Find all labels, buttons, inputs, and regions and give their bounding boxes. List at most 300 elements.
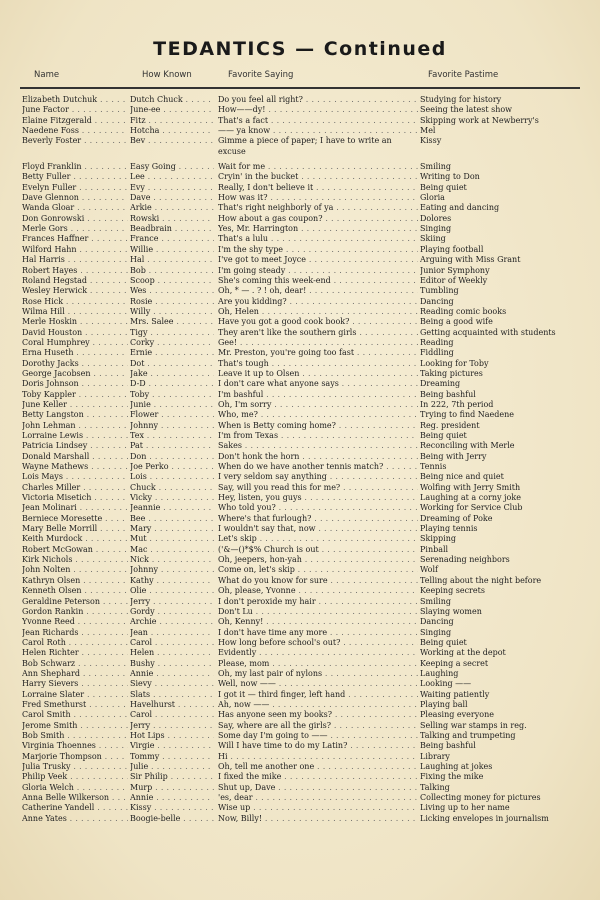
header-favorite-saying: Favorite Saying: [228, 70, 294, 80]
student-saying: Do you feel all right? . . .: [218, 95, 418, 105]
student-nickname: Bee . . .: [130, 514, 214, 524]
table-row: [0, 462, 600, 472]
table-row: [0, 369, 600, 379]
student-name: Kenneth Olsen . . .: [22, 586, 128, 596]
student-saying: Wise up . . .: [218, 803, 418, 813]
student-pastime: Junior Symphony: [420, 265, 490, 275]
student-nickname: Annie . . .: [130, 793, 214, 803]
table-row: [0, 307, 600, 317]
student-saying: How——dy! . . .: [218, 105, 418, 115]
student-saying: —— ya know . . .: [218, 126, 418, 136]
student-nickname: Jean . . .: [130, 628, 214, 638]
student-nickname: Jerry . . .: [130, 721, 214, 731]
student-pastime: Reading comic books: [420, 306, 507, 316]
student-saying: Really, I don't believe it . . .: [218, 183, 418, 193]
student-saying: I'm from Texas . . .: [218, 431, 418, 441]
student-name: Dave Glennon . . .: [22, 193, 128, 203]
student-nickname: Pat . . .: [130, 441, 214, 451]
student-nickname: Ernie . . .: [130, 348, 214, 358]
student-pastime: Waiting patiently: [420, 689, 490, 699]
student-name: Catherine Yandell . . .: [22, 803, 128, 813]
student-name: Wayne Mathews . . .: [22, 462, 128, 472]
student-nickname: Scoop . . .: [130, 276, 214, 286]
student-name: Robert Hayes . . .: [22, 266, 128, 276]
student-saying: Who told you? . . .: [218, 503, 418, 513]
student-pastime: Gloria: [420, 193, 445, 203]
student-saying: Come on, let's skip . . .: [218, 565, 418, 575]
student-name: Gloria Welch . . .: [22, 783, 128, 793]
table-row: [0, 276, 600, 286]
student-saying: Let's skip . . .: [218, 534, 418, 544]
table-row: [0, 183, 600, 193]
student-name: Wilma Hill . . .: [22, 307, 128, 317]
student-name: Berniece Moresette . . .: [22, 514, 128, 524]
student-nickname: Hotcha . . .: [130, 126, 214, 136]
table-row: [0, 172, 600, 182]
student-pastime: Tumbling: [420, 286, 459, 296]
student-name: Carol Smith . . .: [22, 710, 128, 720]
student-nickname: Corky . . .: [130, 338, 214, 348]
student-nickname: Joe Perko . . .: [130, 462, 214, 472]
header-rule: [20, 87, 580, 89]
student-nickname: Tex . . .: [130, 431, 214, 441]
student-saying: Sakes . . .: [218, 441, 418, 451]
student-saying: Oh, tell me another one . . .: [218, 762, 418, 772]
table-row: [0, 234, 600, 244]
column-headers: [0, 70, 600, 84]
table-row: [0, 245, 600, 255]
student-saying: I got it — third finger, left hand . . .: [218, 690, 418, 700]
student-name: Geraldine Peterson . . .: [22, 597, 128, 607]
table-row: [0, 565, 600, 575]
student-name: Roland Hegstad . . .: [22, 276, 128, 286]
student-pastime: Arguing with Miss Grant: [420, 255, 521, 265]
table-row: [0, 162, 600, 172]
table-row: [0, 555, 600, 565]
student-nickname: Annie . . .: [130, 669, 214, 679]
table-row: [0, 607, 600, 617]
table-row: [0, 266, 600, 276]
student-saying: Well, now —— . . .: [218, 679, 418, 689]
table-row: [0, 105, 600, 115]
student-pastime: Skipping work at Newberry's: [420, 115, 539, 125]
student-saying: Has anyone seen my books? . . .: [218, 710, 418, 720]
student-name: Coral Humphrey . . .: [22, 338, 128, 348]
table-row: [0, 431, 600, 441]
student-saying: Are you kidding? . . .: [218, 297, 418, 307]
table-row: [0, 410, 600, 420]
student-pastime: Keeping a secret: [420, 658, 489, 668]
table-row: [0, 214, 600, 224]
student-nickname: Kathy . . .: [130, 576, 214, 586]
table-row: [0, 731, 600, 741]
student-pastime: Being bashful: [420, 389, 476, 399]
student-pastime: Being quiet: [420, 431, 467, 440]
student-pastime: Smiling: [420, 162, 452, 172]
student-saying: Will I have time to do my Latin? . . .: [218, 741, 418, 751]
table-row: [0, 710, 600, 720]
student-name: Wesley Herwick . . .: [22, 286, 128, 296]
student-saying: Have you got a good cook book? . . .: [218, 317, 418, 327]
student-pastime: Being nice and quiet: [420, 472, 504, 482]
table-row: [0, 690, 600, 700]
student-saying: Oh, jeepers, hon-yah . . .: [218, 555, 418, 565]
student-name: Jean Richards . . .: [22, 628, 128, 638]
student-nickname: Sievy . . .: [130, 679, 214, 689]
student-pastime: Smiling: [420, 596, 452, 606]
student-pastime: Taking pictures: [420, 368, 483, 378]
student-pastime: Working for Service Club: [420, 503, 523, 513]
table-row: [0, 348, 600, 358]
student-pastime: Wolfing with Jerry Smith: [420, 482, 521, 492]
student-pastime: Studying for history: [420, 95, 502, 104]
student-name: Hal Harris . . .: [22, 255, 128, 265]
student-nickname: Evy . . .: [130, 183, 214, 193]
student-nickname: Carol . . .: [130, 638, 214, 648]
student-nickname: Murp . . .: [130, 783, 214, 793]
table-row: [0, 793, 600, 803]
student-pastime: Keeping secrets: [420, 586, 485, 596]
student-saying: That's right neighborly of ya . . .: [218, 203, 418, 213]
student-pastime: Skiing: [420, 234, 446, 244]
student-nickname: Mac . . .: [130, 545, 214, 555]
student-saying: Oh, my last pair of nylons . . .: [218, 669, 418, 679]
student-nickname: Olie . . .: [130, 586, 214, 596]
student-name: Merle Gors . . .: [22, 224, 128, 234]
student-pastime: Looking for Toby: [420, 358, 489, 368]
student-name: June Keller . . .: [22, 400, 128, 410]
student-pastime: Laughing: [420, 668, 459, 678]
student-name: Betty Langston . . .: [22, 410, 128, 420]
table-row: [0, 503, 600, 513]
student-name: David Houston . . .: [22, 328, 128, 338]
table-row: [0, 255, 600, 265]
student-pastime: Playing tennis: [420, 524, 478, 534]
student-name: Keith Murdock . . .: [22, 534, 128, 544]
student-saying: Oh, Helen . . .: [218, 307, 418, 317]
student-nickname: Bushy . . .: [130, 659, 214, 669]
student-nickname: Willie . . .: [130, 245, 214, 255]
student-nickname: Boogie-belle . . .: [130, 814, 214, 824]
student-nickname: Arkie . . .: [130, 203, 214, 213]
table-row: [0, 524, 600, 534]
student-name: Yvonne Reed . . .: [22, 617, 128, 627]
student-name: Don Gonrowski . . .: [22, 214, 128, 224]
student-saying: Yes, Mr. Harrington . . .: [218, 224, 418, 234]
table-row: [0, 597, 600, 607]
student-name: Anne Yates . . .: [22, 814, 128, 824]
student-name: Doris Johnson . . .: [22, 379, 128, 389]
student-name: Lorraine Slater . . .: [22, 690, 128, 700]
table-row: [0, 116, 600, 126]
student-name: Virginia Thoennes . . .: [22, 741, 128, 751]
student-saying: ('&—()*$% Church is out . . .: [218, 545, 418, 555]
student-nickname: Sir Philip . . .: [130, 772, 214, 782]
student-pastime: Mel: [420, 126, 436, 136]
student-saying: I don't care what anyone says . . .: [218, 379, 418, 389]
student-name: Elaine Fitzgerald . . .: [22, 116, 128, 126]
student-saying: That's a lulu . . .: [218, 234, 418, 244]
student-nickname: Virgie . . .: [130, 741, 214, 751]
student-pastime: Collecting money for pictures: [420, 793, 541, 803]
student-saying: Gimme a piece of paper; I have to write an excuse: [218, 136, 392, 156]
student-pastime: Licking envelopes in journalism: [420, 813, 549, 823]
student-name: Donald Marshall . . .: [22, 452, 128, 462]
student-pastime: Being quiet: [420, 637, 467, 647]
student-name: Marjorie Thompson . . .: [22, 752, 128, 762]
student-name: Gordon Rankin . . .: [22, 607, 128, 617]
student-name: Helen Richter . . .: [22, 648, 128, 658]
student-pastime: Dreaming of Poke: [420, 513, 493, 523]
student-name: Fred Smethurst . . .: [22, 700, 128, 710]
student-pastime: Wolf: [420, 565, 439, 575]
student-saying: That's a fact . . .: [218, 116, 418, 126]
student-saying: When is Betty coming home? . . .: [218, 421, 418, 431]
student-saying: Where's that furlough? . . .: [218, 514, 418, 524]
student-nickname: Lois . . .: [130, 472, 214, 482]
student-nickname: Lee . . .: [130, 172, 214, 182]
student-name: Jerome Smith . . .: [22, 721, 128, 731]
student-nickname: Dot . . .: [130, 359, 214, 369]
student-pastime: Singing: [420, 224, 452, 234]
table-row: [0, 317, 600, 327]
student-name: Robert McGowan . . .: [22, 545, 128, 555]
table-row: [0, 783, 600, 793]
student-pastime: Reconciling with Merle: [420, 441, 515, 451]
student-saying: Don't Lu . . .: [218, 607, 418, 617]
student-nickname: Havelhurst . . .: [130, 700, 214, 710]
student-pastime: Getting acquainted with students: [420, 327, 556, 337]
student-name: Toby Kappler . . .: [22, 390, 128, 400]
student-pastime: In 222, 7th period: [420, 399, 494, 409]
table-row: [0, 136, 600, 157]
student-pastime: Being a good wife: [420, 317, 493, 327]
student-pastime: Working at the depot: [420, 648, 506, 658]
table-row: [0, 338, 600, 348]
table-row: [0, 762, 600, 772]
table-row: [0, 95, 600, 105]
student-nickname: Helen . . .: [130, 648, 214, 658]
student-name: Floyd Franklin . . .: [22, 162, 128, 172]
student-pastime: Library: [420, 751, 450, 761]
student-saying: I'm the shy type . . .: [218, 245, 418, 255]
student-saying: How was it? . . .: [218, 193, 418, 203]
student-saying: Hey, listen, you guys . . .: [218, 493, 418, 503]
student-saying: Oh, * — . ? ! oh, dear! . . .: [218, 286, 418, 296]
student-name: Rose Hick . . .: [22, 297, 128, 307]
student-pastime: Dolores: [420, 213, 452, 223]
student-nickname: June-ee . . .: [130, 105, 214, 115]
table-row: [0, 493, 600, 503]
student-pastime: Laughing at jokes: [420, 762, 493, 771]
student-pastime: Talking: [420, 782, 450, 792]
student-name: Jean Molinari . . .: [22, 503, 128, 513]
student-pastime: Fixing the mike: [420, 772, 484, 782]
student-saying: I fixed the mike . . .: [218, 772, 418, 782]
student-pastime: Telling about the night before: [420, 575, 542, 585]
student-nickname: Junie . . .: [130, 400, 214, 410]
table-row: [0, 669, 600, 679]
table-row: [0, 452, 600, 462]
table-row: [0, 741, 600, 751]
student-nickname: Jake . . .: [130, 369, 214, 379]
table-row: [0, 126, 600, 136]
student-nickname: D-D . . .: [130, 379, 214, 389]
student-nickname: Nick . . .: [130, 555, 214, 565]
student-nickname: Slats . . .: [130, 690, 214, 700]
student-name: Mary Belle Morrill . . .: [22, 524, 128, 534]
table-row: [0, 803, 600, 813]
student-pastime: Trying to find Naedene: [420, 410, 515, 420]
header-how-known: How Known: [142, 70, 192, 80]
student-pastime: Dancing: [420, 617, 454, 627]
table-row: [0, 628, 600, 638]
student-name: Charles Miller . . .: [22, 483, 128, 493]
student-nickname: Hal . . .: [130, 255, 214, 265]
student-saying: Evidently . . .: [218, 648, 418, 658]
student-pastime: Eating and dancing: [420, 203, 500, 213]
student-nickname: Toby . . .: [130, 390, 214, 400]
student-nickname: Jerry . . .: [130, 597, 214, 607]
student-name: Carol Roth . . .: [22, 638, 128, 648]
student-nickname: France . . .: [130, 234, 214, 244]
student-pastime: Tennis: [420, 462, 447, 472]
student-saying: 'es, dear . . .: [218, 793, 418, 803]
student-name: Frances Haffner . . .: [22, 234, 128, 244]
student-pastime: Playing football: [420, 244, 484, 254]
student-pastime: Playing ball: [420, 699, 468, 709]
header-favorite-pastime: Favorite Pastime: [428, 70, 499, 80]
student-saying: Mr. Preston, you're going too fast . . .: [218, 348, 418, 358]
table-row: [0, 400, 600, 410]
student-nickname: Dutch Chuck . . .: [130, 95, 214, 105]
student-saying: What do you know for sure . . .: [218, 576, 418, 586]
student-pastime: Seeing the latest show: [420, 105, 513, 115]
table-row: [0, 586, 600, 596]
table-row: [0, 576, 600, 586]
student-saying: How about a gas coupon? . . .: [218, 214, 418, 224]
student-nickname: Hot Lips . . .: [130, 731, 214, 741]
table-row: [0, 286, 600, 296]
student-nickname: Bob . . .: [130, 266, 214, 276]
student-pastime: Being quiet: [420, 182, 467, 192]
student-pastime: Talking and trumpeting: [420, 730, 516, 740]
student-pastime: Being bashful: [420, 741, 476, 751]
student-pastime: Dreaming: [420, 379, 461, 389]
table-row: [0, 648, 600, 658]
student-name: Bob Schwarz . . .: [22, 659, 128, 669]
student-name: Philip Veek . . .: [22, 772, 128, 782]
student-pastime: Singing: [420, 627, 452, 637]
student-nickname: Johnny . . .: [130, 421, 214, 431]
student-pastime: Laughing at a corny joke: [420, 493, 521, 503]
student-saying: Gee! . . .: [218, 338, 418, 348]
table-row: [0, 814, 600, 824]
student-pastime: Serenading neighbors: [420, 555, 510, 565]
table-row: [0, 679, 600, 689]
student-saying: Hi . . .: [218, 752, 418, 762]
student-saying: I wouldn't say that, now . . .: [218, 524, 418, 534]
table-row: [0, 379, 600, 389]
table-row: [0, 700, 600, 710]
student-nickname: Gordy . . .: [130, 607, 214, 617]
student-saying: Ah, now —— . . .: [218, 700, 418, 710]
student-nickname: Mut . . .: [130, 534, 214, 544]
student-nickname: Rosie . . .: [130, 297, 214, 307]
table-row: [0, 721, 600, 731]
table-row: [0, 203, 600, 213]
student-pastime: Reading: [420, 337, 454, 347]
student-name: Beverly Foster . . .: [22, 136, 128, 146]
student-nickname: Willy . . .: [130, 307, 214, 317]
student-saying: Oh, I'm sorry . . .: [218, 400, 418, 410]
table-row: [0, 390, 600, 400]
student-saying: I very seldom say anything . . .: [218, 472, 418, 482]
table-row: [0, 483, 600, 493]
student-nickname: Beadbrain . . .: [130, 224, 214, 234]
table-row: [0, 421, 600, 431]
student-saying: Leave it up to Olsen . . .: [218, 369, 418, 379]
table-row: [0, 617, 600, 627]
student-saying: Please, mom . . .: [218, 659, 418, 669]
student-pastime: Fiddling: [420, 348, 454, 358]
student-name: Bob Smith . . .: [22, 731, 128, 741]
student-pastime: Kissy: [420, 136, 442, 146]
student-name: Merle Hoskin . . .: [22, 317, 128, 327]
student-saying: I don't have time any more . . .: [218, 628, 418, 638]
student-nickname: Carol . . .: [130, 710, 214, 720]
student-name: June Factor . . .: [22, 105, 128, 115]
header-name: Name: [34, 70, 60, 80]
table-row: [0, 441, 600, 451]
student-nickname: Flower . . .: [130, 410, 214, 420]
student-name: Patricia Lindsey . . .: [22, 441, 128, 451]
student-saying: Now, Billy! . . .: [218, 814, 418, 824]
student-pastime: Pleasing everyone: [420, 710, 494, 720]
student-name: Erna Huseth . . .: [22, 348, 128, 358]
student-name: Evelyn Fuller . . .: [22, 183, 128, 193]
student-name: Wanda Gloar . . .: [22, 203, 128, 213]
student-pastime: Dancing: [420, 296, 454, 306]
student-nickname: Easy Going . . .: [130, 162, 214, 172]
table-row: [0, 638, 600, 648]
student-pastime: Slaying women: [420, 606, 482, 616]
table-row: [0, 545, 600, 555]
student-saying: Say, will you read this for me? . . .: [218, 483, 418, 493]
student-pastime: Selling war stamps in reg.: [420, 720, 527, 730]
student-nickname: Julie . . .: [130, 762, 214, 772]
student-list: [0, 95, 600, 824]
table-row: [0, 659, 600, 669]
student-name: Julia Trusky . . .: [22, 762, 128, 772]
table-row: [0, 297, 600, 307]
student-saying: I don't peroxide my hair . . .: [218, 597, 418, 607]
table-row: [0, 224, 600, 234]
student-name: Lorraine Lewis . . .: [22, 431, 128, 441]
student-saying: They aren't like the southern girls . . .: [218, 328, 418, 338]
student-name: Elizabeth Dutchuk . . .: [22, 95, 128, 105]
student-saying: How long before school's out? . . .: [218, 638, 418, 648]
student-nickname: Tigy . . .: [130, 328, 214, 338]
student-name: Victoria Misetich . . .: [22, 493, 128, 503]
student-saying: Some day I'm going to —— . . .: [218, 731, 418, 741]
student-nickname: Chuck . . .: [130, 483, 214, 493]
page-title: TEDANTICS — Continued: [153, 38, 447, 60]
student-name: Lois Mays . . .: [22, 472, 128, 482]
table-row: [0, 514, 600, 524]
table-row: [0, 472, 600, 482]
student-nickname: Fitz . . .: [130, 116, 214, 126]
